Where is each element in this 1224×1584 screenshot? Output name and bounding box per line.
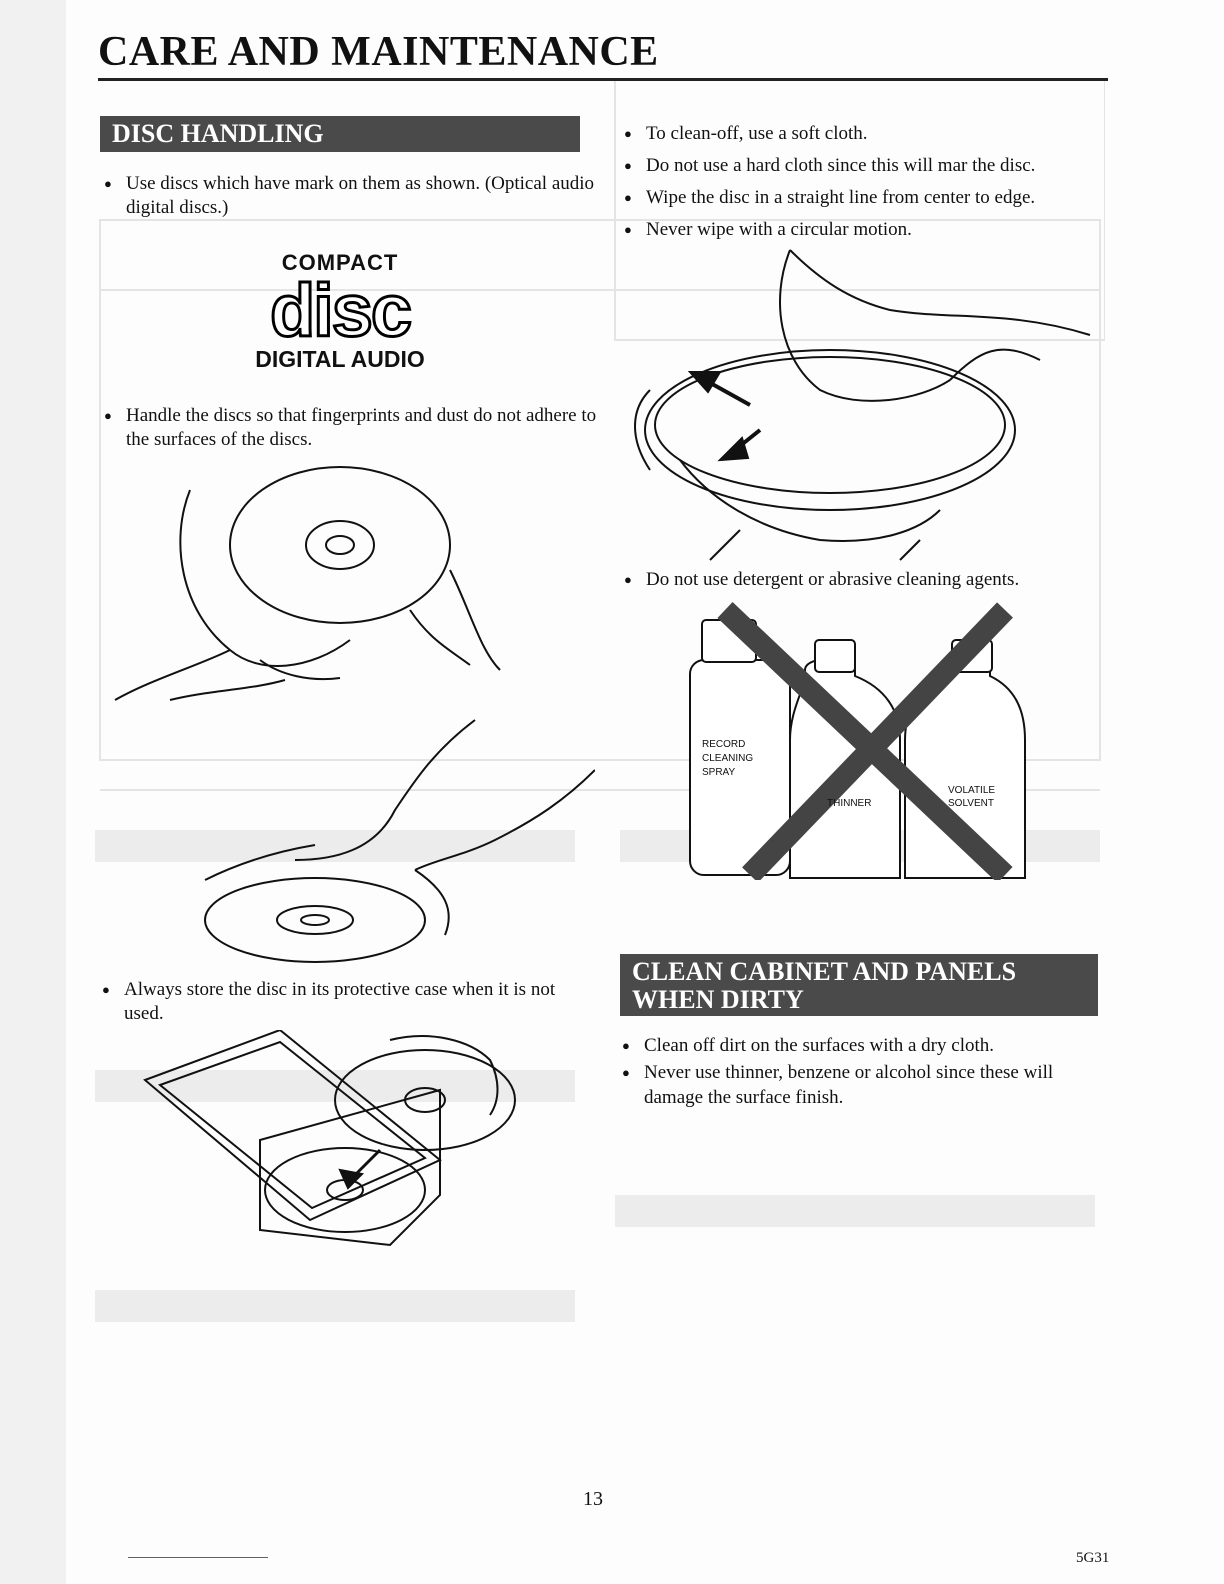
- cabinet-cleaning-list: [622, 1032, 1102, 1110]
- logo-disc-text: disc: [269, 269, 411, 352]
- bottle-label-line: SPRAY: [702, 767, 736, 778]
- bullet-handle-discs: ● Handle the discs so that fingerprints and dust do not adhere to the surfaces of the discs.: [104, 404, 616, 452]
- cleaning-item: ● Wipe the disc in a straight line from center to edge.: [624, 182, 1114, 214]
- clean-cabinet-heading-line: CLEAN CABINET AND PANELS: [632, 957, 1017, 986]
- page-number: 13: [583, 1488, 603, 1510]
- footer-link-underline: [128, 1557, 268, 1558]
- page-margin: [0, 0, 66, 1584]
- bullet-no-detergent: ● Do not use detergent or abrasive cleaning agents.: [624, 568, 1136, 592]
- page-title: CARE AND MAINTENANCE: [98, 28, 1108, 81]
- bottle-label-volatile-solvent: [948, 784, 995, 810]
- hand-placing-disc-illustration: [115, 710, 595, 970]
- bottle-label-line: CLEANING: [702, 753, 754, 764]
- compact-disc-logo: [240, 250, 440, 373]
- cleaning-item: ● To clean-off, use a soft cloth.: [624, 118, 1114, 150]
- disc-case-illustration: [140, 1030, 580, 1250]
- wiping-disc-illustration: [620, 240, 1110, 570]
- bottle-label-thinner: THINNER: [827, 798, 872, 809]
- model-code: 5G31: [1076, 1550, 1110, 1566]
- cleaning-item: ● Do not use a hard cloth since this will mar the disc.: [624, 150, 1114, 182]
- logo-digital-audio-text: DIGITAL AUDIO: [255, 346, 425, 372]
- bottle-label-record-spray: [702, 738, 753, 780]
- clean-cabinet-heading-line: WHEN DIRTY: [632, 985, 804, 1014]
- logo-compact-text: COMPACT: [281, 250, 399, 275]
- disc-handling-heading: DISC HANDLING: [100, 116, 580, 152]
- cleaning-item: ● Never wipe with a circular motion.: [624, 214, 1114, 246]
- bullet-store-disc: ● Always store the disc in its protective case when it is not used.: [102, 978, 594, 1026]
- bottle-label-line: SOLVENT: [948, 798, 994, 809]
- cleaning-instructions-list: [624, 118, 1114, 246]
- bottle-label-line: VOLATILE: [948, 785, 996, 796]
- bottle-label-line: RECORD: [702, 739, 746, 750]
- cleaning-agents-prohibited-illustration: [680, 600, 1040, 880]
- cabinet-item: ● Clean off dirt on the surfaces with a dry cloth.: [622, 1032, 1102, 1060]
- hand-holding-disc-illustration: [110, 450, 510, 710]
- bullet-use-discs: ● Use discs which have mark on them as shown. (Optical audio digital discs.): [104, 172, 606, 220]
- clean-cabinet-heading: [620, 954, 1098, 1016]
- cabinet-item: ● Never use thinner, benzene or alcohol since these will damage the surface finish.: [622, 1060, 1102, 1110]
